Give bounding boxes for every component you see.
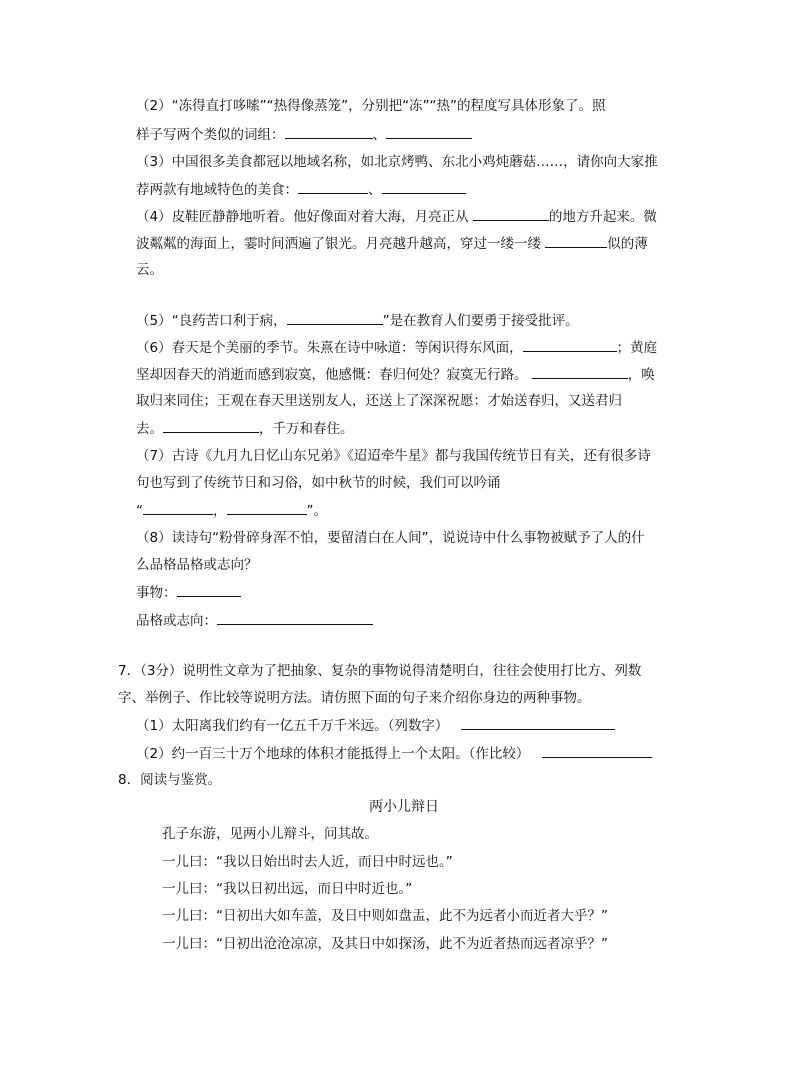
q6-item6-text: ；黄庭: [616, 340, 658, 356]
answer-blank[interactable]: [177, 582, 241, 597]
q6-item6-text: ，千万和春住。: [259, 421, 354, 437]
quality-label: 品格或志向：: [136, 613, 217, 629]
answer-blank[interactable]: [386, 124, 472, 139]
q6-item7-line3: [136, 500, 327, 521]
answer-blank[interactable]: [298, 179, 368, 194]
answer-blank[interactable]: [143, 500, 213, 515]
answer-blank[interactable]: [545, 233, 607, 248]
q6-item3-line2: [136, 179, 466, 200]
quote-mark: “: [136, 503, 143, 519]
answer-blank[interactable]: [163, 418, 259, 433]
q6-item6-line1: [136, 337, 657, 358]
q6-item6-text: 坚却因春天的消逝而感到寂寞，他感慨：春归何处？寂寞无行路。: [136, 367, 528, 383]
q7-item1-text: （1）太阳离我们约有一亿五千万千米远。（列数字）: [136, 718, 449, 734]
q6-item6-text: 去。: [136, 421, 163, 437]
answer-blank[interactable]: [227, 500, 307, 515]
q6-item8-line2: 么品格品格或志向？: [136, 557, 258, 573]
q6-item4-text: （4）皮鞋匠静静地听着。他好像面对着大海，月亮正从: [136, 209, 469, 225]
thing-label: 事物：: [136, 585, 177, 601]
q6-item8-thing: [136, 582, 241, 603]
answer-blank[interactable]: [285, 124, 373, 139]
q7-line1: 7．（3分）说明性文章为了把抽象、复杂的事物说得清楚明白，往往会使用打比方、列数: [118, 663, 642, 679]
q6-item2-line2: [136, 124, 472, 145]
passage-line: 一儿曰：“我以日始出时去人近，而日中时远也。”: [162, 854, 453, 870]
q6-item4-line2: [136, 233, 648, 254]
answer-blank[interactable]: [461, 715, 615, 730]
q6-item4-text: 似的薄: [607, 236, 648, 252]
q6-item5: [136, 310, 579, 331]
q6-item6-line2: [136, 364, 655, 385]
q6-item3-line1: （3）中国很多美食都冠以地域名称，如北京烤鸭、东北小鸡炖蘑菇……，请你向大家推: [136, 154, 658, 170]
separator: 、: [368, 182, 382, 198]
separator: 、: [372, 127, 386, 143]
q6-item4-line1: [136, 206, 657, 227]
q6-item3-prefix: 荐两款有地域特色的美食：: [136, 182, 298, 198]
q6-item7-line1: （7）古诗《九月九日忆山东兄弟》《迢迢牵牛星》都与我国传统节日有关，还有很多诗: [136, 448, 651, 464]
answer-blank[interactable]: [523, 337, 617, 352]
passage-line: 一儿曰：“日初出沧沧凉凉，及其日中如探汤，此不为近者热而远者凉乎？”: [162, 936, 608, 952]
answer-blank[interactable]: [217, 610, 373, 625]
q6-item4-line3: 云。: [136, 262, 163, 278]
q6-item6-line3: 取归来同住；王观在春天里送别友人，还送上了深深祝愿：才始送春归，又送君归: [136, 393, 622, 409]
q6-item6-text: （6）春天是个美丽的季节。朱熹在诗中咏道：等闲识得东风面，: [136, 340, 523, 356]
q6-item4-text: 的地方升起来。微: [548, 209, 657, 225]
q6-item6-line4: [136, 418, 354, 439]
answer-blank[interactable]: [287, 310, 383, 325]
q6-item8-line1: （8）读诗句“粉骨碎身浑不怕，要留清白在人间”，说说诗中什么事物被赋予了人的什: [136, 530, 645, 546]
q7-item1: [136, 715, 615, 736]
q7-item2: [136, 743, 652, 764]
q8-heading: 8．阅读与鉴赏。: [118, 772, 222, 788]
answer-blank[interactable]: [382, 179, 466, 194]
answer-blank[interactable]: [532, 364, 628, 379]
q6-item2-line1: （2）“冻得直打哆嗦”“热得像蒸笼”，分别把“冻”“热”的程度写具体形象了。照: [136, 98, 606, 114]
q6-item6-text: ，唤: [627, 367, 655, 383]
q6-item8-quality: [136, 610, 373, 631]
passage-line: 一儿曰：“日初出大如车盖，及日中则如盘盂，此不为远者小而近者大乎？”: [162, 908, 608, 924]
q6-item4-text: 波粼粼的海面上，霎时间洒遍了银光。月亮越升越高，穿过一缕一缕: [136, 236, 541, 252]
quote-mark: ”。: [306, 503, 327, 519]
q7-line2: 字、举例子、作比较等说明方法。请仿照下面的句子来介绍你身边的两种事物。: [118, 690, 591, 706]
answer-blank[interactable]: [473, 206, 549, 221]
q7-item2-text: （2）约一百三十万个地球的体积才能抵得上一个太阳。（作比较）: [136, 746, 530, 762]
q6-item7-line2: 句也写到了传统节日和习俗，如中秋节的时候，我们可以吟诵: [136, 475, 501, 491]
q6-item5-text: ”是在教育人们要勇于接受批评。: [382, 313, 579, 329]
answer-blank[interactable]: [542, 743, 652, 758]
passage-line: 一儿曰：“我以日初出远，而日中时近也。”: [162, 881, 413, 897]
q6-item2-prefix: 样子写两个类似的词组：: [136, 127, 285, 143]
passage-title: 两小儿辩日: [369, 799, 439, 815]
q6-item5-text: （5）“良药苦口利于病，: [136, 313, 287, 329]
passage-line: 孔子东游，见两小儿辩斗，问其故。: [162, 826, 378, 842]
separator: ，: [213, 503, 227, 519]
